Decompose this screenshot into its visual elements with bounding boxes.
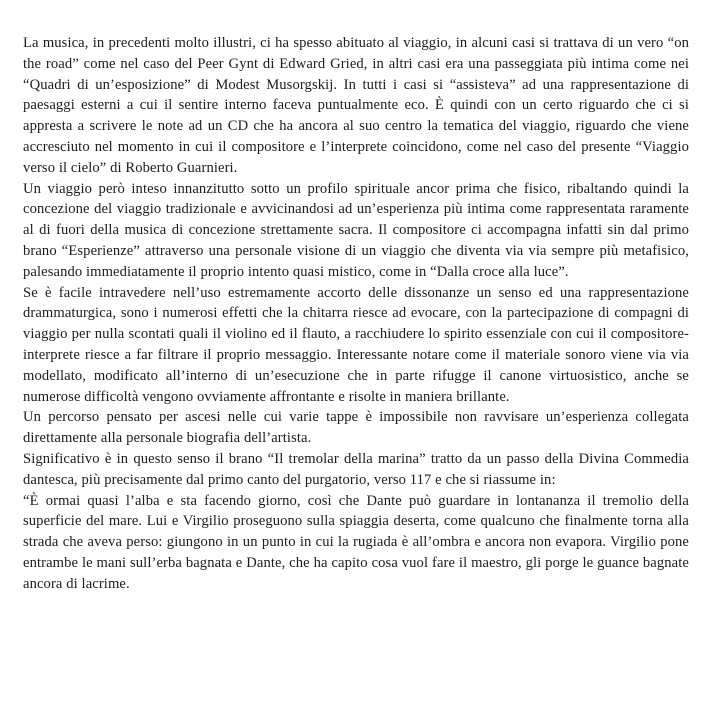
paragraph-tremolar: Significativo è in questo senso il brano “Il tremolar della marina” tratto da un passo della Divina Commedia dantesca, più precisamente dal primo canto del purgatorio, verso 117 e che si riassume in: bbox=[23, 450, 689, 488]
paragraph-quote: “È ormai quasi l’alba e sta facendo giorno, così che Dante può guardare in lontananza il tremolio della superficie del mare. Lui e Virgilio proseguono sulla spiaggia deserta, come qualcuno che finalmente torna alla strada che aveva perso: giungono in un punto in cui la rugiada è all’ombra e ancora non evapora. Virgilio pone entrambe le mani sull’erba bagnata e Dante, che ha capito cosa vuol fare il maestro, gli porge le guance bagnate ancora di lacrime. bbox=[23, 492, 689, 592]
paragraph-intro: La musica, in precedenti molto illustri, ci ha spesso abituato al viaggio, in alcuni casi si trattava di un vero “on the road” come nel caso del Peer Gynt di Edward Gried, in altri casi era una passeggiata più intima come nei “Quadri di un’esposizione” di Modest Musorgskij. In tutti i casi si “assisteva” ad una rappresentazione di paesaggi esterni a cui il sentire interno faceva puntualmente eco. È quindi con un certo riguardo che ci si appresta a scrivere le note ad un CD che ha ancora al suo centro la tematica del viaggio, riguardo che viene accresciuto nel momento in cui il compositore e l’interprete coincidono, come nel caso del presente “Viaggio verso il cielo” di Roberto Guarnieri. bbox=[23, 35, 689, 176]
paragraph-spiritual-journey: Un viaggio però inteso innanzitutto sotto un profilo spirituale ancor prima che fisico, ribaltando quindi la concezione del viaggio tradizionale e avvicinandosi ad un’esperienza più intima come rappresentata raramente al di fuori della musica di concezione strettamente sacra. Il compositore ci accompagna infatti sin dal primo brano “Esperienze” attraverso una personale visione di un viaggio che diventa via via sempre più metafisico, palesando immediatamente il proprio intento quasi mistico, come in “Dalla croce alla luce”. bbox=[23, 180, 689, 280]
paragraph-ascesis: Un percorso pensato per ascesi nelle cui varie tappe è impossibile non ravvisare un’esperienza collegata direttamente alla personale biografia dell’artista. bbox=[23, 409, 689, 447]
paragraph-dissonances: Se è facile intravedere nell’uso estremamente accorto delle dissonanze un senso ed una rappresentazione drammaturgica, sono i numerosi effetti che la chitarra riesce ad evocare, con la partecipazione di compagni di viaggio per nulla scontati quali il violino ed il flauto, a racchiudere lo spirito essenziale con cui il compositore-interprete riesce a far filtrare il proprio messaggio. Interessante notare come il materiale sonoro viene via via modellato, modificato all’interno di un’esecuzione che in parte rifugge il canone virtuosistico, anche se numerose difficoltà vengono ovviamente affrontante e risolte in maniera brillante. bbox=[23, 284, 689, 405]
document-body bbox=[23, 33, 689, 595]
